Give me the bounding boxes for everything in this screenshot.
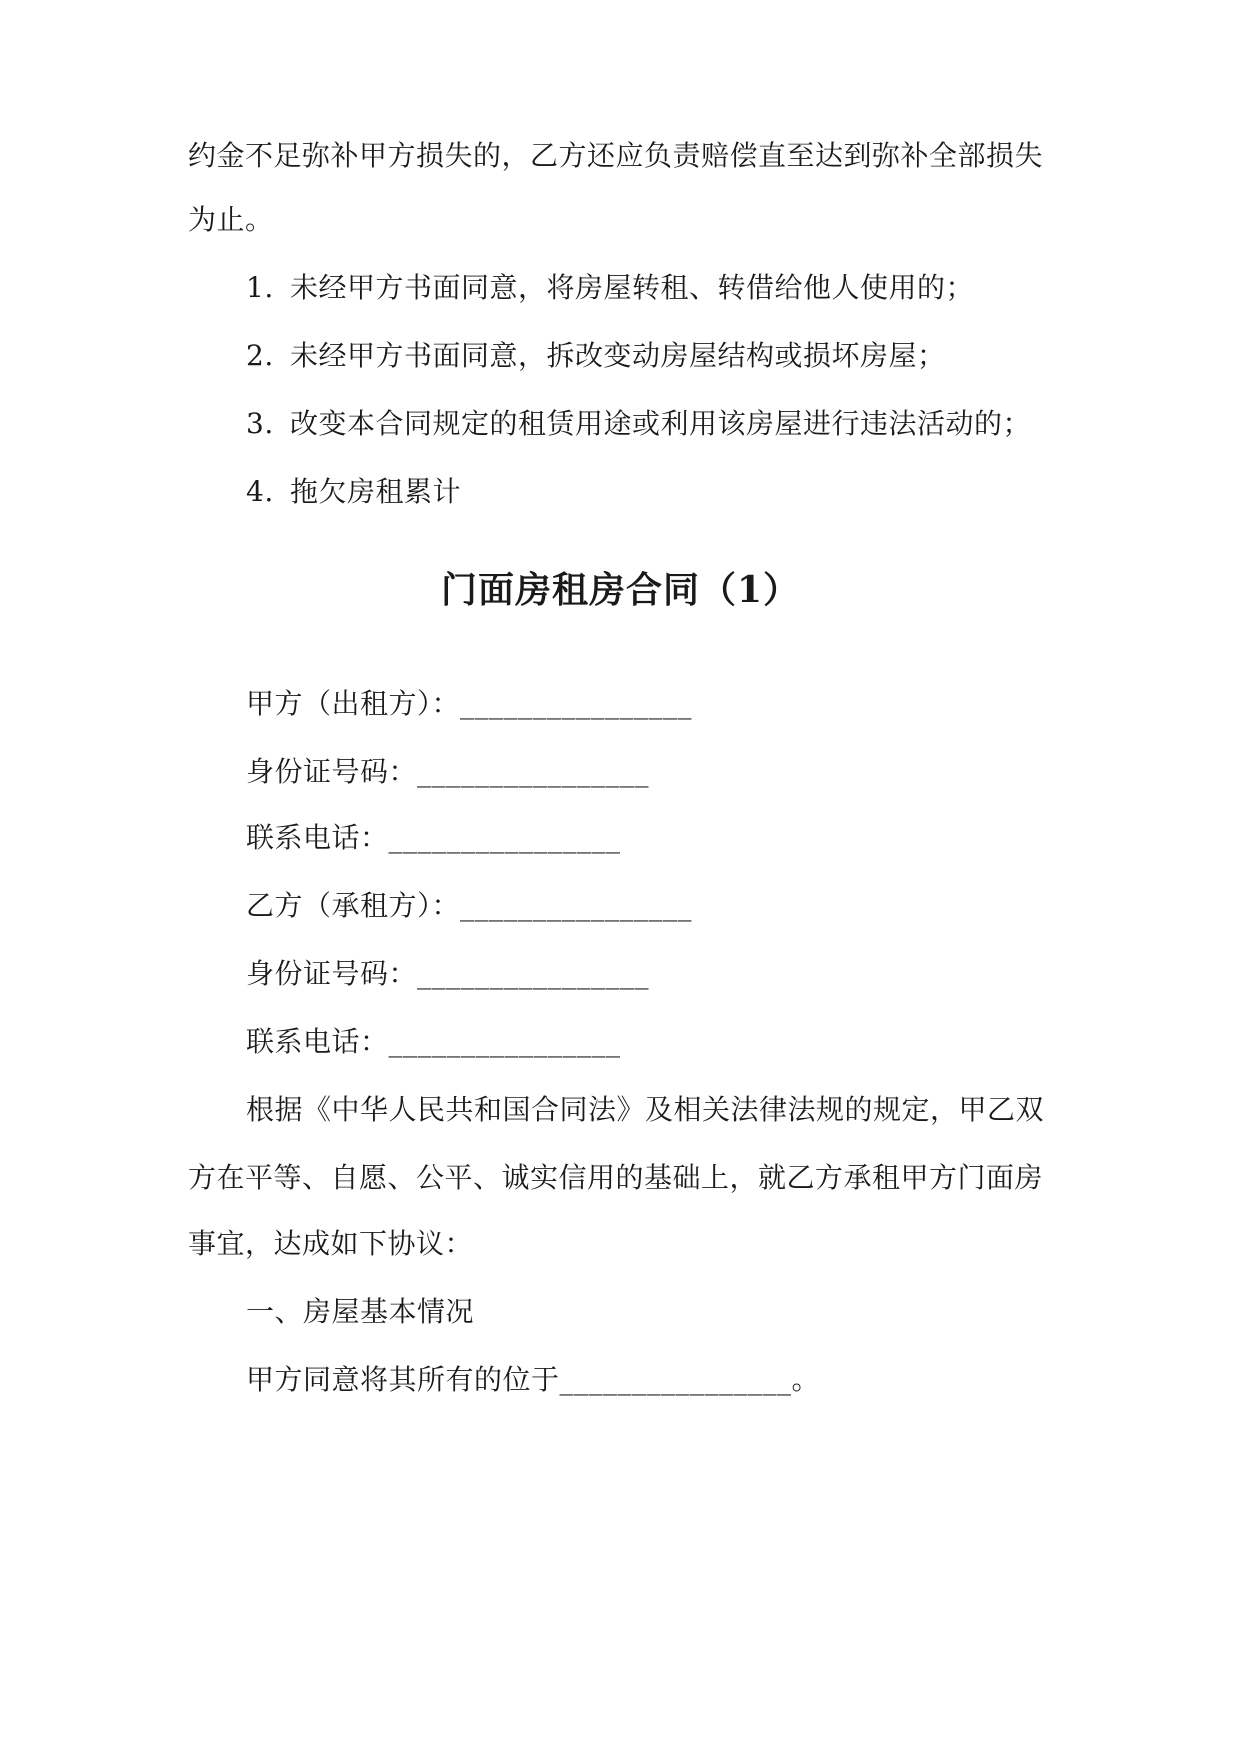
section-text: 甲方同意将其所有的位于________________。 [246,1363,821,1396]
preamble-line: 方在平等、自愿、公平、诚实信用的基础上，就乙方承租甲方门面房 [188,1161,1044,1194]
landlord-field: 甲方（出租方）：________________ [246,687,693,720]
paragraph-line: 为止。 [188,203,274,236]
list-text: 未经甲方书面同意，拆改变动房屋结构或损坏房屋； [290,339,946,372]
list-text: 改变本合同规定的租赁用途或利用该房屋进行违法活动的； [290,407,1032,440]
landlord-id-field: 身份证号码：________________ [246,755,650,788]
section-heading: 一、房屋基本情况 [246,1295,475,1328]
list-number: 3. [246,407,274,440]
paragraph-line: 约金不足弥补甲方损失的，乙方还应负责赔偿直至达到弥补全部损失 [188,139,1044,172]
list-number: 2. [246,339,274,372]
list-text: 未经甲方书面同意，将房屋转租、转借给他人使用的； [290,271,975,304]
list-number: 4. [246,475,274,508]
tenant-phone-field: 联系电话：________________ [246,1025,621,1058]
tenant-id-field: 身份证号码：________________ [246,957,650,990]
list-item [246,268,1058,308]
list-text: 拖欠房租累计 [290,475,462,508]
preamble-line: 根据《中华人民共和国合同法》及相关法律法规的规定，甲乙双 [246,1093,1045,1126]
list-item [246,404,1058,444]
document-title: 门面房租房合同（1） [440,569,801,611]
list-item [246,336,1058,376]
preamble-line: 事宜，达成如下协议： [188,1227,474,1260]
list-number: 1. [246,271,274,304]
list-item [246,472,1058,512]
tenant-field: 乙方（承租方）：________________ [246,889,693,922]
landlord-phone-field: 联系电话：________________ [246,821,621,854]
